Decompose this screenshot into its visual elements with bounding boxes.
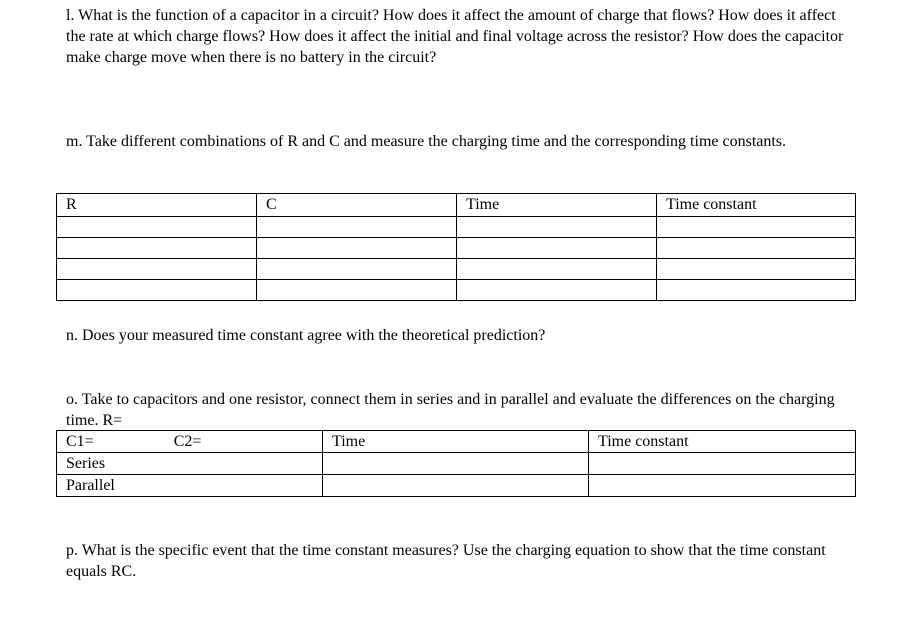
- capacitor-values-cell[interactable]: [57, 431, 323, 453]
- table-header-row: [57, 431, 856, 453]
- table-row: [57, 280, 856, 301]
- question-l: l. What is the function of a capacitor in a circuit? How does it affect the amount of charge that flows? How does it affect the rate at which charge flows? How does it affect the initial and final voltage across the resistor? How does the capacitor make charge move when there is no battery in the circuit?: [66, 7, 844, 66]
- rc-measurement-table: [56, 193, 856, 301]
- header-c: C: [257, 194, 457, 217]
- table-cell[interactable]: [57, 217, 257, 238]
- c1-label: C1=: [66, 433, 94, 450]
- table-cell[interactable]: [57, 259, 257, 280]
- row-label-parallel: Parallel: [57, 475, 323, 497]
- table-cell[interactable]: [257, 259, 457, 280]
- table-cell[interactable]: [457, 259, 657, 280]
- table-cell[interactable]: [323, 453, 589, 475]
- table-cell[interactable]: [57, 238, 257, 259]
- table-cell[interactable]: [589, 475, 856, 497]
- table-cell[interactable]: [323, 475, 589, 497]
- table-cell[interactable]: [657, 238, 856, 259]
- table-cell[interactable]: [257, 238, 457, 259]
- table-row: [57, 259, 856, 280]
- table-cell[interactable]: [657, 280, 856, 301]
- header-time: Time: [457, 194, 657, 217]
- table-row: [57, 475, 856, 497]
- table-row: [57, 238, 856, 259]
- header-time-constant: Time constant: [657, 194, 856, 217]
- table-cell[interactable]: [657, 259, 856, 280]
- table-cell[interactable]: [589, 453, 856, 475]
- question-o: o. Take to capacitors and one resistor, connect them in series and in parallel and evaluate the differences on the charging time. R=: [66, 391, 835, 429]
- header-r: R: [57, 194, 257, 217]
- question-n: n. Does your measured time constant agree with the theoretical prediction?: [66, 327, 546, 344]
- table-cell[interactable]: [457, 238, 657, 259]
- table-row: [57, 453, 856, 475]
- c2-label: C2=: [173, 433, 202, 450]
- header-time-constant: Time constant: [589, 431, 856, 453]
- table-cell[interactable]: [457, 280, 657, 301]
- table-cell[interactable]: [257, 217, 457, 238]
- series-parallel-table: [56, 430, 856, 497]
- table-row: [57, 217, 856, 238]
- table-cell[interactable]: [457, 217, 657, 238]
- question-m: m. Take different combinations of R and C and measure the charging time and the corresponding time constants.: [66, 133, 787, 150]
- header-time: Time: [323, 431, 589, 453]
- table-cell[interactable]: [257, 280, 457, 301]
- row-label-series: Series: [57, 453, 323, 475]
- question-p: p. What is the specific event that the time constant measures? Use the charging equation to show that the time constant equals RC.: [66, 542, 826, 580]
- table-cell[interactable]: [657, 217, 856, 238]
- table-header-row: [57, 194, 856, 217]
- table-cell[interactable]: [57, 280, 257, 301]
